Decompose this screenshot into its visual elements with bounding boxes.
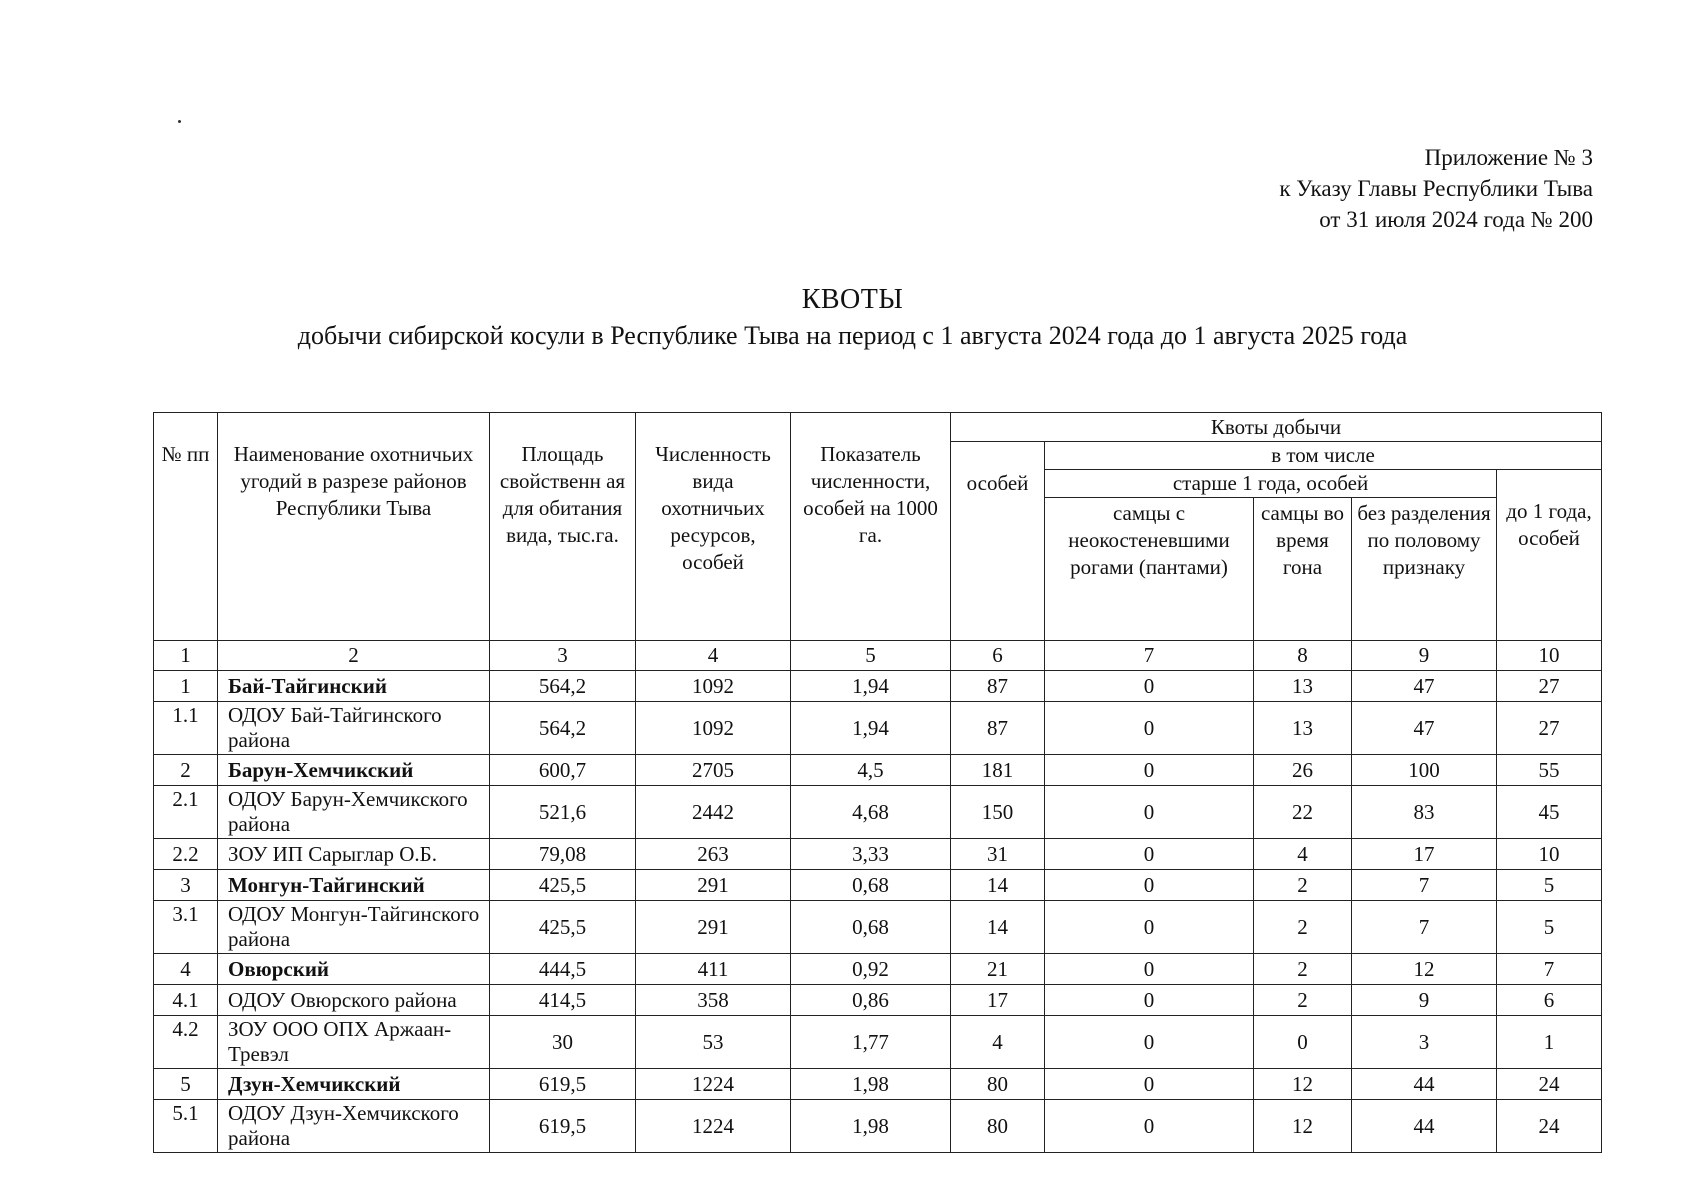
header-no-sex: без разделения по половому признаку: [1352, 498, 1497, 641]
population-cell: 291: [636, 901, 791, 954]
row-number-cell: 4: [154, 954, 218, 985]
row-number-cell: 2: [154, 755, 218, 786]
population-cell: 1224: [636, 1069, 791, 1100]
population-cell: 1092: [636, 671, 791, 702]
population-cell: 2442: [636, 786, 791, 839]
population-cell: 291: [636, 870, 791, 901]
title-main: КВОТЫ: [801, 284, 904, 315]
ground-name-cell: ОДОУ Бай-Тайгинского района: [218, 702, 490, 755]
column-index-cell: 2: [218, 641, 490, 671]
table-body: [154, 641, 1602, 1153]
column-index-cell: 1: [154, 641, 218, 671]
district-row: [154, 755, 1602, 786]
area-cell: 564,2: [490, 702, 636, 755]
quota-total-cell: 31: [951, 839, 1045, 870]
area-cell: 79,08: [490, 839, 636, 870]
district-row: [154, 954, 1602, 985]
header-area: Площадь свойственн ая для обитания вида, тыс.га.: [490, 413, 636, 641]
ground-name-cell: Монгун-Тайгинский: [218, 870, 490, 901]
population-cell: 1224: [636, 1100, 791, 1153]
title-subtitle: добычи сибирской косули в Республике Тыва на период с 1 августа 2024 года до 1 августа 2025 года: [297, 321, 1408, 350]
quota-total-cell: 150: [951, 786, 1045, 839]
area-cell: 619,5: [490, 1100, 636, 1153]
males-antlers-cell: 0: [1045, 954, 1254, 985]
hunting-ground-row: [154, 1100, 1602, 1153]
males-antlers-cell: 0: [1045, 839, 1254, 870]
appendix-header: [1279, 142, 1593, 235]
males-antlers-cell: 0: [1045, 755, 1254, 786]
quota-total-cell: 181: [951, 755, 1045, 786]
males-rut-cell: 0: [1254, 1016, 1352, 1069]
no-sex-cell: 47: [1352, 671, 1497, 702]
density-cell: 1,94: [791, 702, 951, 755]
header-name: Наименование охотничьих угодий в разрезе районов Республики Тыва: [218, 413, 490, 641]
area-cell: 564,2: [490, 671, 636, 702]
population-cell: 411: [636, 954, 791, 985]
hunting-ground-row: [154, 985, 1602, 1016]
no-sex-cell: 3: [1352, 1016, 1497, 1069]
header-including: в том числе: [1045, 442, 1602, 470]
ground-name-cell: ОДОУ Монгун-Тайгинского района: [218, 901, 490, 954]
header-older: старше 1 года, особей: [1045, 470, 1497, 498]
appendix-line-2: к Указу Главы Республики Тыва: [1279, 176, 1593, 201]
males-antlers-cell: 0: [1045, 1069, 1254, 1100]
density-cell: 0,92: [791, 954, 951, 985]
males-rut-cell: 12: [1254, 1100, 1352, 1153]
area-cell: 600,7: [490, 755, 636, 786]
column-index-cell: 7: [1045, 641, 1254, 671]
column-index-cell: 9: [1352, 641, 1497, 671]
document-title: [0, 282, 1705, 354]
males-antlers-cell: 0: [1045, 870, 1254, 901]
column-index-row: [154, 641, 1602, 671]
quota-total-cell: 80: [951, 1100, 1045, 1153]
quota-total-cell: 14: [951, 870, 1045, 901]
row-number-cell: 2.2: [154, 839, 218, 870]
males-rut-cell: 4: [1254, 839, 1352, 870]
header-density: Показатель численности, особей на 1000 га.: [791, 413, 951, 641]
no-sex-cell: 83: [1352, 786, 1497, 839]
under-one-cell: 27: [1497, 671, 1602, 702]
row-number-cell: 2.1: [154, 786, 218, 839]
under-one-cell: 5: [1497, 901, 1602, 954]
under-one-cell: 45: [1497, 786, 1602, 839]
no-sex-cell: 12: [1352, 954, 1497, 985]
under-one-cell: 1: [1497, 1016, 1602, 1069]
header-quota-group: Квоты добычи: [951, 413, 1602, 442]
area-cell: 521,6: [490, 786, 636, 839]
males-rut-cell: 22: [1254, 786, 1352, 839]
males-rut-cell: 13: [1254, 671, 1352, 702]
no-sex-cell: 9: [1352, 985, 1497, 1016]
row-number-cell: 4.2: [154, 1016, 218, 1069]
header-population: Численность вида охотничьих ресурсов, особей: [636, 413, 791, 641]
hunting-ground-row: [154, 786, 1602, 839]
row-number-cell: 1: [154, 671, 218, 702]
quota-total-cell: 4: [951, 1016, 1045, 1069]
area-cell: 444,5: [490, 954, 636, 985]
males-rut-cell: 12: [1254, 1069, 1352, 1100]
under-one-cell: 6: [1497, 985, 1602, 1016]
row-number-cell: 3: [154, 870, 218, 901]
appendix-line-3: от 31 июля 2024 года № 200: [1319, 207, 1593, 232]
population-cell: 263: [636, 839, 791, 870]
no-sex-cell: 44: [1352, 1100, 1497, 1153]
area-cell: 414,5: [490, 985, 636, 1016]
males-antlers-cell: 0: [1045, 901, 1254, 954]
ground-name-cell: ЗОУ ООО ОПХ Аржаан-Тревэл: [218, 1016, 490, 1069]
under-one-cell: 55: [1497, 755, 1602, 786]
quota-total-cell: 87: [951, 671, 1045, 702]
under-one-cell: 27: [1497, 702, 1602, 755]
column-index-cell: 3: [490, 641, 636, 671]
stray-dot-mark: [178, 120, 181, 123]
density-cell: 0,86: [791, 985, 951, 1016]
column-index-cell: 6: [951, 641, 1045, 671]
hunting-ground-row: [154, 702, 1602, 755]
no-sex-cell: 44: [1352, 1069, 1497, 1100]
district-row: [154, 671, 1602, 702]
header-males-antlers: самцы с неокостеневшими рогами (пантами): [1045, 498, 1254, 641]
column-index-cell: 4: [636, 641, 791, 671]
ground-name-cell: Овюрский: [218, 954, 490, 985]
no-sex-cell: 7: [1352, 901, 1497, 954]
hunting-ground-row: [154, 901, 1602, 954]
table-header: [154, 413, 1602, 641]
ground-name-cell: Барун-Хемчикский: [218, 755, 490, 786]
males-rut-cell: 2: [1254, 901, 1352, 954]
under-one-cell: 24: [1497, 1100, 1602, 1153]
column-index-cell: 10: [1497, 641, 1602, 671]
males-rut-cell: 26: [1254, 755, 1352, 786]
population-cell: 53: [636, 1016, 791, 1069]
row-number-cell: 1.1: [154, 702, 218, 755]
row-number-cell: 5.1: [154, 1100, 218, 1153]
population-cell: 2705: [636, 755, 791, 786]
area-cell: 619,5: [490, 1069, 636, 1100]
density-cell: 3,33: [791, 839, 951, 870]
appendix-line-1: Приложение № 3: [1424, 145, 1593, 170]
area-cell: 425,5: [490, 901, 636, 954]
males-antlers-cell: 0: [1045, 985, 1254, 1016]
under-one-cell: 24: [1497, 1069, 1602, 1100]
row-number-cell: 3.1: [154, 901, 218, 954]
no-sex-cell: 100: [1352, 755, 1497, 786]
density-cell: 0,68: [791, 870, 951, 901]
quota-table: [153, 412, 1602, 1153]
males-antlers-cell: 0: [1045, 1100, 1254, 1153]
males-rut-cell: 2: [1254, 870, 1352, 901]
header-total: особей: [951, 442, 1045, 641]
area-cell: 425,5: [490, 870, 636, 901]
density-cell: 0,68: [791, 901, 951, 954]
quota-total-cell: 17: [951, 985, 1045, 1016]
quota-total-cell: 80: [951, 1069, 1045, 1100]
quota-total-cell: 21: [951, 954, 1045, 985]
density-cell: 1,98: [791, 1069, 951, 1100]
quota-total-cell: 14: [951, 901, 1045, 954]
no-sex-cell: 7: [1352, 870, 1497, 901]
males-rut-cell: 2: [1254, 954, 1352, 985]
males-antlers-cell: 0: [1045, 786, 1254, 839]
ground-name-cell: Бай-Тайгинский: [218, 671, 490, 702]
under-one-cell: 7: [1497, 954, 1602, 985]
row-number-cell: 5: [154, 1069, 218, 1100]
header-num: № пп: [154, 413, 218, 641]
males-rut-cell: 13: [1254, 702, 1352, 755]
district-row: [154, 1069, 1602, 1100]
males-antlers-cell: 0: [1045, 1016, 1254, 1069]
under-one-cell: 10: [1497, 839, 1602, 870]
row-number-cell: 4.1: [154, 985, 218, 1016]
population-cell: 1092: [636, 702, 791, 755]
ground-name-cell: ОДОУ Овюрского района: [218, 985, 490, 1016]
ground-name-cell: Дзун-Хемчикский: [218, 1069, 490, 1100]
males-rut-cell: 2: [1254, 985, 1352, 1016]
males-antlers-cell: 0: [1045, 671, 1254, 702]
area-cell: 30: [490, 1016, 636, 1069]
no-sex-cell: 17: [1352, 839, 1497, 870]
header-males-rut: самцы во время гона: [1254, 498, 1352, 641]
ground-name-cell: ОДОУ Барун-Хемчикского района: [218, 786, 490, 839]
population-cell: 358: [636, 985, 791, 1016]
column-index-cell: 5: [791, 641, 951, 671]
density-cell: 1,94: [791, 671, 951, 702]
males-antlers-cell: 0: [1045, 702, 1254, 755]
header-under-one: до 1 года, особей: [1497, 470, 1602, 641]
district-row: [154, 870, 1602, 901]
no-sex-cell: 47: [1352, 702, 1497, 755]
density-cell: 1,77: [791, 1016, 951, 1069]
quota-total-cell: 87: [951, 702, 1045, 755]
under-one-cell: 5: [1497, 870, 1602, 901]
ground-name-cell: ОДОУ Дзун-Хемчикского района: [218, 1100, 490, 1153]
column-index-cell: 8: [1254, 641, 1352, 671]
density-cell: 4,5: [791, 755, 951, 786]
hunting-ground-row: [154, 1016, 1602, 1069]
density-cell: 1,98: [791, 1100, 951, 1153]
hunting-ground-row: [154, 839, 1602, 870]
density-cell: 4,68: [791, 786, 951, 839]
ground-name-cell: ЗОУ ИП Сарыглар О.Б.: [218, 839, 490, 870]
